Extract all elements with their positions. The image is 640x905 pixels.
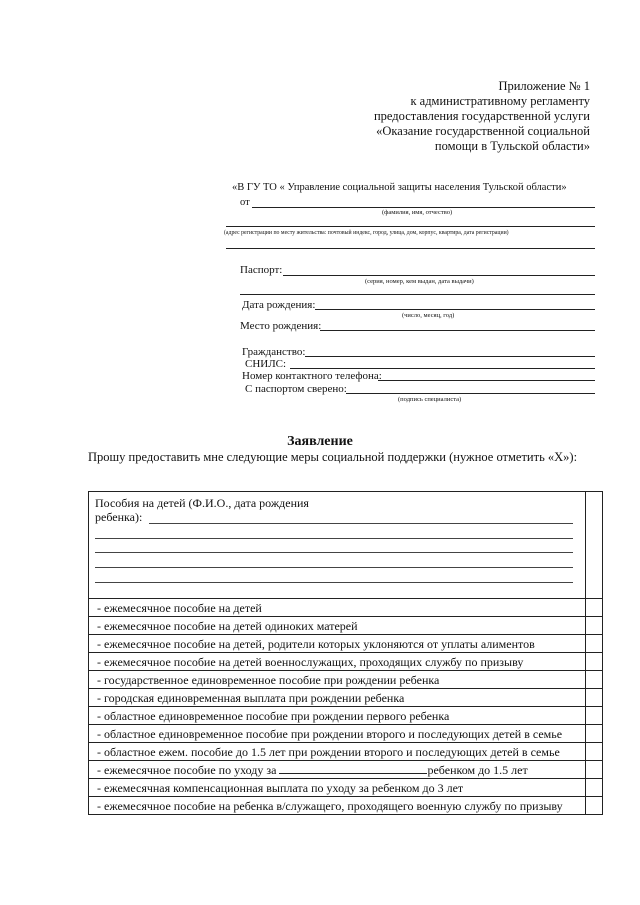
fio-field[interactable] [252, 207, 595, 208]
option-mark-cell[interactable] [585, 725, 602, 742]
option-row [89, 635, 602, 653]
option-mark-cell[interactable] [585, 761, 602, 778]
option-row [89, 689, 602, 707]
citizenship-field[interactable] [305, 356, 595, 357]
snils-field[interactable] [290, 368, 595, 369]
option-mark-cell[interactable] [585, 617, 602, 634]
statement-title: Заявление [287, 434, 353, 449]
option-mark-cell[interactable] [585, 689, 602, 706]
support-options-table [88, 491, 603, 815]
passport-label: Паспорт: [240, 264, 283, 276]
birth-date-label: Дата рождения: [242, 299, 316, 311]
address-field[interactable] [226, 226, 595, 227]
children-field-4[interactable] [95, 567, 573, 568]
option-mark-cell[interactable] [585, 779, 602, 796]
option-row [89, 599, 602, 617]
appendix-line-4: «Оказание государственной социальной [376, 124, 590, 138]
option-mark-cell[interactable] [585, 653, 602, 670]
option-text: - государственное единовременное пособие при рождении ребенка [97, 673, 440, 687]
option-mark-cell[interactable] [585, 707, 602, 724]
option-row [89, 779, 602, 797]
passport-field[interactable] [283, 275, 595, 276]
statement-request: Прошу предоставить мне следующие меры социальной поддержки (нужное отметить «Х»): [88, 450, 578, 464]
birth-place-field[interactable] [320, 330, 595, 331]
option-text [97, 763, 567, 777]
option-mark-cell[interactable] [585, 671, 602, 688]
fio-caption: (фамилия, имя, отчество) [382, 209, 453, 216]
option-text-after: ребенком до 1.5 лет [427, 763, 528, 777]
verified-label: С паспортом сверено: [245, 383, 347, 395]
option-row [89, 743, 602, 761]
option-mark-cell[interactable] [585, 797, 602, 814]
option-text: - областное единовременное пособие при рождении второго и последующих детей в семье [97, 727, 563, 741]
option-text: - ежемесячное пособие на детей [97, 601, 262, 615]
option-row [89, 653, 602, 671]
option-mark-cell[interactable] [585, 599, 602, 616]
passport-field-2[interactable] [240, 294, 595, 295]
option-mark-cell[interactable] [585, 635, 602, 652]
child-order-field[interactable] [279, 763, 427, 774]
option-text: - ежемесячное пособие на детей одиноких матерей [97, 619, 358, 633]
option-text: - ежемесячная компенсационная выплата по уходу за ребенком до 3 лет [97, 781, 464, 795]
children-benefits-block [89, 492, 602, 599]
birth-place-label: Место рождения: [240, 320, 322, 332]
option-text-before: - ежемесячное пособие по уходу за [97, 763, 277, 777]
appendix-line-1: Приложение № 1 [498, 79, 590, 93]
option-text: - ежемесячное пособие на детей, родители которых уклоняются от уплаты алиментов [97, 637, 535, 651]
children-mark-divider [585, 492, 586, 598]
appendix-header [290, 79, 590, 154]
passport-caption: (серия, номер, кем выдан, дата выдачи) [365, 278, 474, 285]
option-text: - областное единовременное пособие при рождении первого ребенка [97, 709, 450, 723]
addressee: «В ГУ ТО « Управление социальной защиты населения Тульской области» [232, 182, 567, 193]
signature-field[interactable] [346, 393, 595, 394]
address-field-2[interactable] [226, 248, 595, 249]
children-field-2[interactable] [95, 538, 573, 539]
option-text: - областное ежем. пособие до 1.5 лет при рождении второго и последующих детей в семье [97, 745, 560, 759]
children-field-1[interactable] [149, 523, 573, 524]
appendix-line-2: к административному регламенту [410, 94, 590, 108]
children-block-text [95, 496, 309, 524]
citizenship-label: Гражданство: [242, 346, 306, 358]
signature-caption: (подпись специалиста) [398, 396, 462, 403]
option-mark-cell[interactable] [585, 743, 602, 760]
children-block-line-1: Пособия на детей (Ф.И.О., дата рождения [95, 496, 309, 510]
option-row [89, 797, 602, 814]
option-row [89, 707, 602, 725]
option-row [89, 671, 602, 689]
children-block-line-2: ребенка): [95, 510, 143, 524]
address-caption: (адрес регистрации по месту жительства: почтовый индекс, город, улица, дом, корпус, квартира, дата регистрации) [224, 230, 509, 236]
children-field-3[interactable] [95, 552, 573, 553]
option-text: - городская единовременная выплата при рождении ребенка [97, 691, 405, 705]
birth-date-caption: (число, месяц, год) [402, 312, 455, 319]
from-label: от [240, 197, 250, 208]
option-text: - ежемесячное пособие на ребенка в/служащего, проходящего военную службу по призыву [97, 799, 563, 813]
phone-field[interactable] [378, 380, 595, 381]
snils-label: СНИЛС: [245, 358, 287, 370]
appendix-line-5: помощи в Тульской области» [434, 139, 590, 153]
appendix-line-3: предоставления государственной услуги [373, 109, 590, 123]
option-row [89, 761, 602, 779]
children-field-5[interactable] [95, 582, 573, 583]
option-row [89, 725, 602, 743]
phone-label: Номер контактного телефона: [242, 370, 382, 382]
option-row [89, 617, 602, 635]
option-text: - ежемесячное пособие на детей военнослужащих, проходящих службу по призыву [97, 655, 524, 669]
birth-date-field[interactable] [315, 309, 595, 310]
